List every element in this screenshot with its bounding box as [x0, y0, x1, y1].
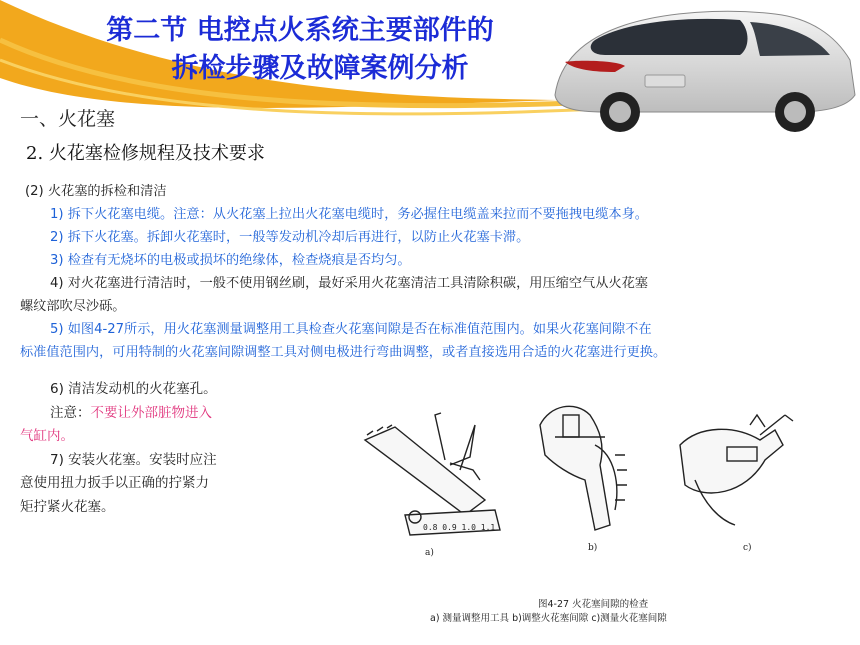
gauge-scale-text: 0.8 0.9 1.0 1.1 [423, 523, 496, 532]
figure-label-c: c) [743, 543, 752, 553]
step-5-line-1: 5) 如图4-27所示，用火花塞测量调整用工具检查火花塞间隙是否在标准值范围内。如果火花塞间隙不在 [50, 322, 652, 337]
adjusting-gap-drawing [540, 406, 627, 530]
gap-gauge-tool-drawing [365, 413, 500, 535]
step-4-line-1: 4) 对火花塞进行清洁时，一般不使用钢丝刷，最好采用火花塞清洁工具清除积碳，用压缩空气从火花塞 [50, 276, 648, 291]
step-1: 1) 拆下火花塞电缆。注意：从火花塞上拉出火花塞电缆时，务必握住电缆盖来拉而不要拖拽电缆本身。 [50, 207, 648, 222]
step-5-line-2: 标准值范围内，可用特制的火花塞间隙调整工具对侧电极进行弯曲调整，或者直接选用合适的火花塞进行更换。 [20, 345, 667, 360]
content-heading: (2) 火花塞的拆检和清洁 [25, 184, 167, 199]
note-text-2: 气缸内。 [20, 428, 74, 444]
caption-title: 图4-27 火花塞间隙的检查 [538, 599, 649, 610]
step-4-line-2: 螺纹部吹尽沙砾。 [20, 299, 126, 314]
step-3: 3) 检查有无烧坏的电极或损坏的绝缘体，检查烧痕是否均匀。 [50, 253, 411, 268]
note-label: 注意： [50, 404, 91, 421]
note-line-1 [20, 402, 270, 426]
title-line-1: 第二节 电控点火系统主要部件的 [106, 15, 494, 46]
subsection-heading: 2. 火花塞检修规程及技术要求 [26, 143, 265, 164]
measuring-gap-drawing [680, 415, 793, 525]
step-6: 6) 清洁发动机的火花塞孔。 [50, 381, 217, 397]
figure-4-27 [355, 385, 835, 570]
content-body [20, 180, 840, 364]
step-7-line-1: 7) 安装火花塞。安装时应注 [50, 451, 217, 468]
figure-label-b: b) [588, 543, 598, 553]
figure-caption [430, 598, 830, 626]
caption-subtitle: a) 测量调整用工具 b)调整火花塞间隙 c)测量火花塞间隙 [430, 613, 667, 624]
section-heading: 一、火花塞 [20, 108, 116, 130]
note-text-1: 不要让外部脏物进入 [90, 404, 212, 421]
car-image [545, 0, 860, 135]
left-column [20, 378, 270, 519]
step-7-line-3: 矩拧紧火花塞。 [20, 498, 115, 515]
slide-title [0, 12, 600, 88]
step-2: 2) 拆下火花塞。拆卸火花塞时，一般等发动机冷却后再进行，以防止火花塞卡滞。 [50, 230, 530, 245]
step-7-line-2: 意使用扭力扳手以正确的拧紧力 [20, 475, 209, 491]
figure-label-a: a) [425, 548, 434, 558]
title-line-2: 拆检步骤及故障案例分析 [171, 53, 469, 84]
